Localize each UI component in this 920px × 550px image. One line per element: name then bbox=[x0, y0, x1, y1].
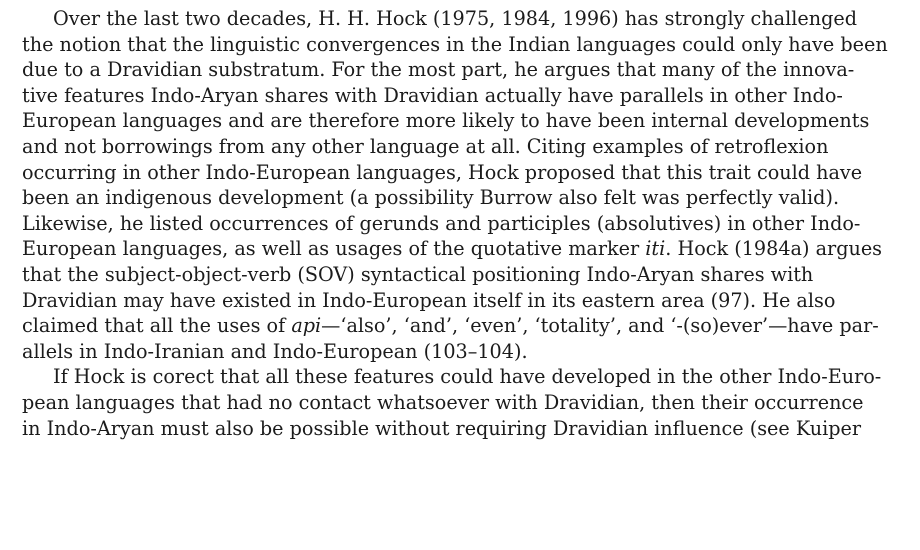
text-line: Over the last two decades, H. H. Hock (1975, 1984, 1996) has strongly challenged bbox=[53, 7, 858, 30]
text-line: European languages, as well as usages of the quotative marker iti. Hock (1984a) argues bbox=[22, 237, 883, 261]
text-line: that the subject-object-verb (SOV) syntactical positioning Indo-Aryan shares with bbox=[22, 262, 814, 286]
italic-term: api bbox=[291, 314, 322, 338]
text-line: due to a Dravidian substratum. For the most part, he argues that many of the innova- bbox=[22, 58, 855, 82]
text-line: claimed that all the uses of api—‘also’, ‘and’, ‘even’, ‘totality’, and ‘-(so)ever’—have par- bbox=[22, 314, 879, 338]
text-line: European languages and are therefore more likely to have been internal developments bbox=[22, 109, 870, 133]
text-line: and not borrowings from any other language at all. Citing examples of retroflexion bbox=[22, 134, 829, 158]
italic-term: iti bbox=[645, 237, 666, 261]
paragraph-hock-challenge bbox=[22, 6, 902, 364]
text-line: pean languages that had no contact whatsoever with Dravidian, then their occurrence bbox=[22, 390, 864, 414]
text-line: tive features Indo-Aryan shares with Dravidian actually have parallels in other Indo- bbox=[22, 83, 843, 107]
text-line: in Indo-Aryan must also be possible without requiring Dravidian influence (see Kuiper bbox=[22, 416, 862, 440]
text-line: allels in Indo-Iranian and Indo-European (103–104). bbox=[22, 339, 528, 363]
paragraph-hock-conclusion bbox=[22, 364, 902, 441]
text-line: occurring in other Indo-European languages, Hock proposed that this trait could have bbox=[22, 160, 863, 184]
text-line: been an indigenous development (a possibility Burrow also felt was perfectly valid). bbox=[22, 186, 840, 210]
text-line: Likewise, he listed occurrences of gerunds and participles (absolutives) in other Indo- bbox=[22, 211, 861, 235]
text-line: Dravidian may have existed in Indo-European itself in its eastern area (97). He also bbox=[22, 288, 836, 312]
document-page bbox=[22, 6, 902, 441]
text-line: the notion that the linguistic convergences in the Indian languages could only have been bbox=[22, 32, 888, 56]
text-line: If Hock is corect that all these features could have developed in the other Indo-Euro- bbox=[53, 365, 882, 389]
